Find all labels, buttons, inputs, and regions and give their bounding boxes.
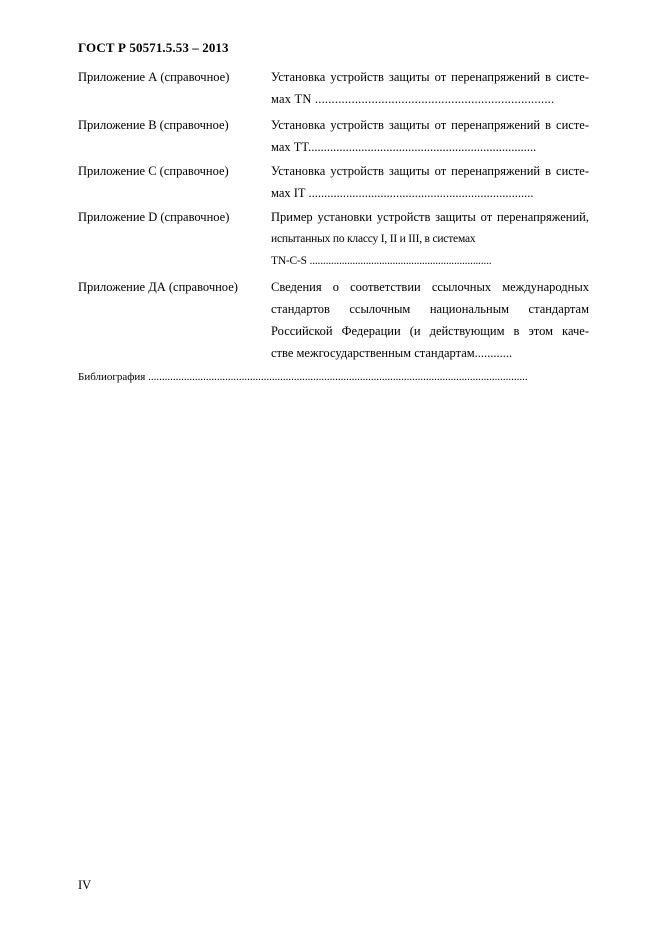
toc-entry-annex-c[interactable] (78, 160, 598, 204)
toc-entry-label: Приложение В (справочное) (78, 118, 229, 132)
toc-entry-label: Приложение ДА (справочное) (78, 280, 238, 294)
toc-entry-line: Российской Федерации (и действующим в этом каче- (271, 324, 589, 338)
page-number: IV (78, 878, 92, 892)
toc-entry-label: Приложение С (справочное) (78, 164, 229, 178)
toc-entry-label: Приложение D (справочное) (78, 210, 230, 224)
toc-entry-line-leader: стве межгосударственным стандартам............ (271, 346, 513, 360)
toc-entry-annex-a[interactable] (78, 66, 598, 110)
toc-entry-line-leader: мах TT......................................................................... (271, 140, 537, 154)
toc-entry-line-leader: TN-C-S .................................................................... (271, 255, 492, 267)
document-header-title: ГОСТ Р 50571.5.53 – 2013 (78, 40, 229, 55)
toc-entry-text (271, 114, 589, 158)
toc-entry-line: стандартов ссылочным национальным стандартам (271, 302, 589, 316)
toc-entry-line: Установка устройств защиты от перенапряжений в систе- (271, 70, 589, 84)
toc-entry-line: Установка устройств защиты от перенапряжений в систе- (271, 164, 589, 178)
toc-entry-text (271, 276, 589, 364)
toc-entry-text (271, 206, 589, 272)
toc-entry-text (271, 66, 589, 110)
toc-entry-line: Сведения о соответствии ссылочных международных (271, 280, 589, 294)
toc-entry-line: Установка устройств защиты от перенапряжений в систе- (271, 118, 589, 132)
toc-entry-annex-b[interactable] (78, 114, 598, 158)
toc-entry-text (271, 160, 589, 204)
toc-entry-line: Пример установки устройств защиты от перенапряжений, (271, 210, 589, 224)
toc-entry-annex-d[interactable] (78, 206, 598, 272)
toc-entry-bibliography[interactable]: Библиография .......................................................................................................................................... (78, 371, 528, 383)
toc-entry-line: испытанных по классу I, II и III, в системах (271, 233, 476, 245)
toc-entry-annex-da[interactable] (78, 276, 598, 364)
toc-entry-line-leader: мах TN ........................................................................ (271, 92, 555, 106)
toc-entry-line-leader: мах IT ........................................................................ (271, 186, 534, 200)
toc-entry-label: Приложение А (справочное) (78, 70, 230, 84)
